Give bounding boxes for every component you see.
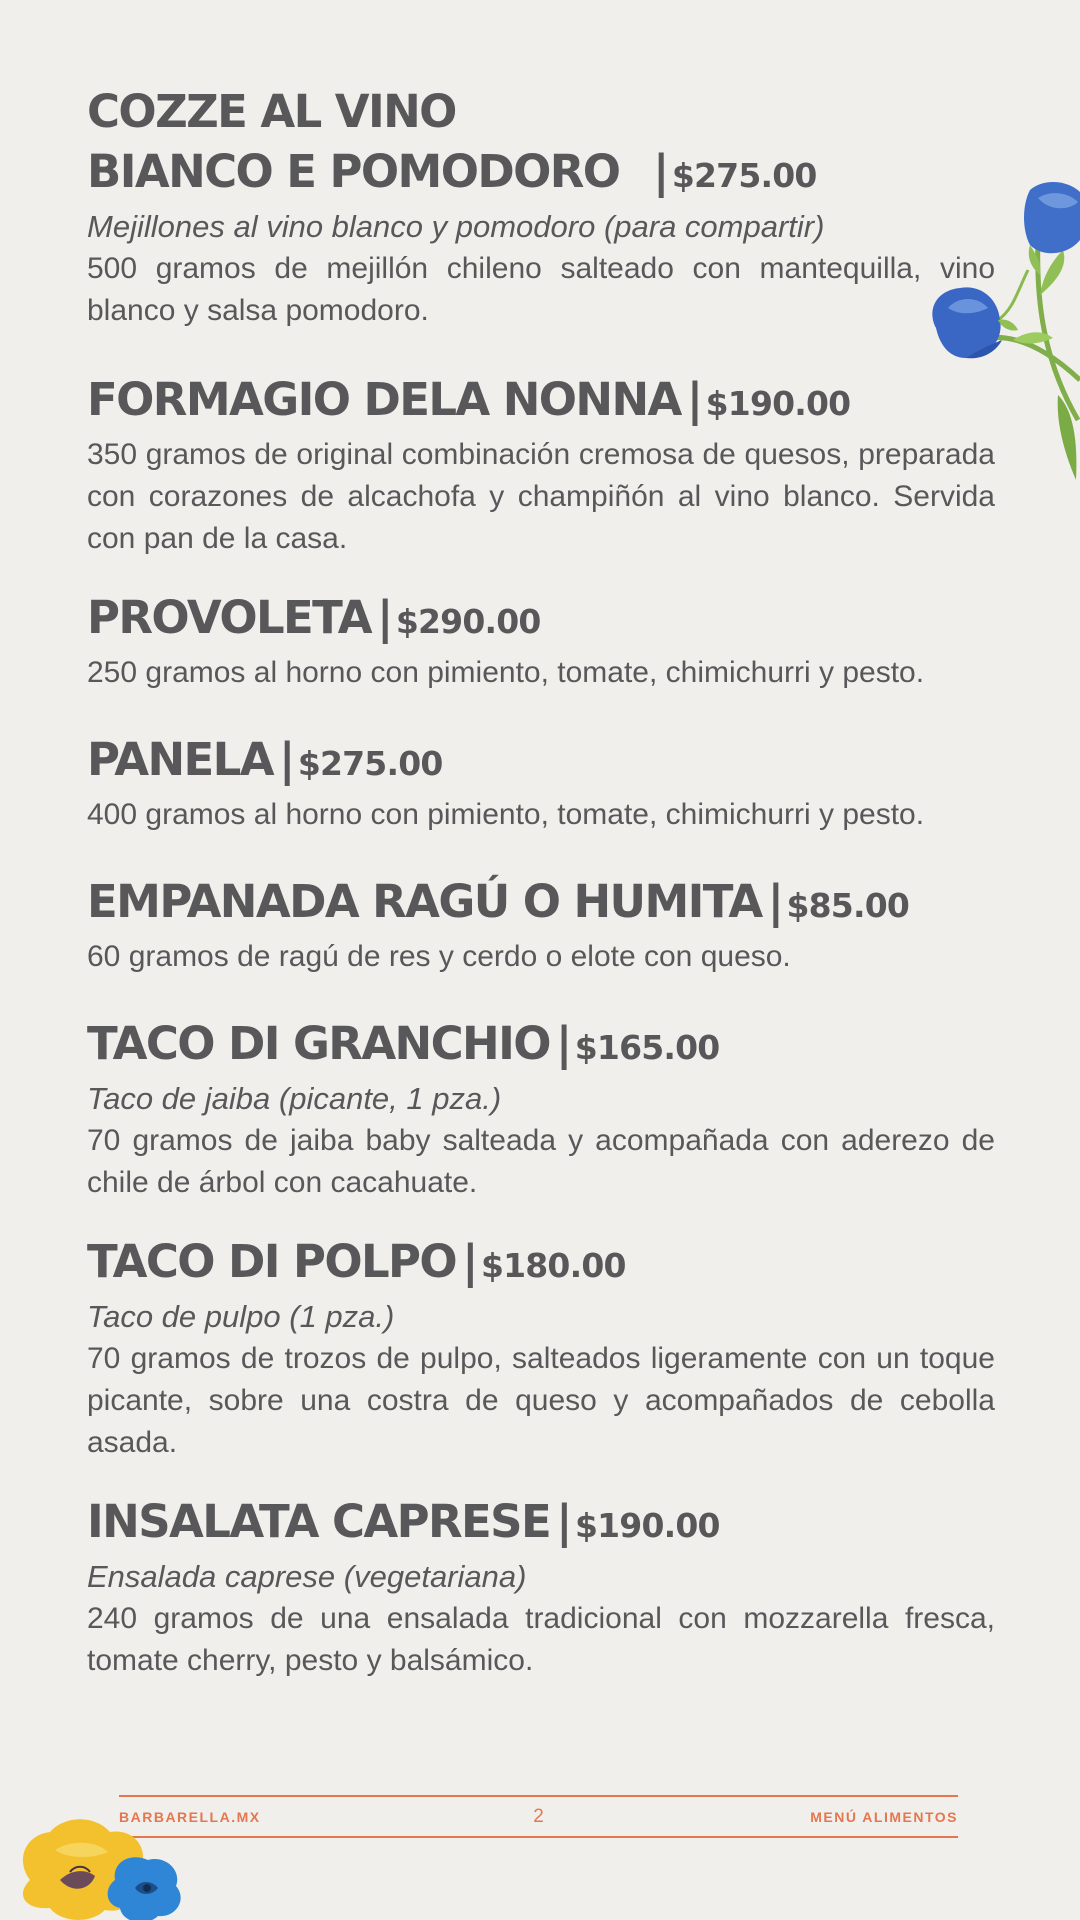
menu-item (87, 588, 995, 694)
item-title (87, 588, 995, 652)
separator: | (278, 733, 294, 786)
item-description: 250 gramos al horno con pimiento, tomate, chimichurri y pesto. (87, 656, 925, 689)
menu-item (87, 872, 995, 978)
item-price: $180.00 (480, 1246, 626, 1285)
menu-item (87, 82, 995, 332)
menu-item (87, 1492, 995, 1682)
page-footer (119, 1795, 958, 1838)
blue-flower-icon (918, 180, 1080, 490)
separator: | (462, 1235, 477, 1288)
item-name: TACO DI POLPO (87, 1235, 457, 1288)
yellow-flower-icon (0, 1810, 200, 1920)
menu-item (87, 370, 995, 560)
item-description: 500 gramos de mejillón chileno salteado con mantequilla, vino blanco y salsa pomodoro. (87, 252, 995, 327)
item-description: 60 gramos de ragú de res y cerdo o elote con queso. (87, 940, 791, 973)
item-price: $275.00 (671, 156, 817, 195)
item-subtitle: Ensalada caprese (vegetariana) (87, 1559, 527, 1594)
item-description: 240 gramos de una ensalada tradicional con mozzarella fresca, tomate cherry, pesto y balsámico. (87, 1602, 995, 1677)
item-title (87, 82, 995, 206)
separator: | (767, 875, 783, 928)
item-name: COZZE AL VINO BIANCO E POMODORO (87, 85, 620, 198)
separator: | (555, 1017, 571, 1070)
footer-site-link[interactable]: BARBARELLA.MX (119, 1808, 261, 1825)
item-price: $190.00 (705, 384, 851, 423)
item-name: INSALATA CAPRESE (87, 1495, 551, 1548)
menu-list (87, 82, 995, 1710)
separator: | (377, 591, 392, 644)
item-name: FORMAGIO DELA NONNA (87, 373, 681, 426)
separator: | (556, 1495, 571, 1548)
item-name: EMPANADA RAGÚ O HUMITA (87, 875, 762, 928)
page-number: 2 (533, 1805, 544, 1827)
item-description: 70 gramos de trozos de pulpo, salteados ligeramente con un toque picante, sobre una costra de queso y acompañados de cebolla asada. (87, 1342, 995, 1459)
item-title (87, 1232, 995, 1296)
item-price: $290.00 (395, 602, 541, 641)
menu-item (87, 1232, 995, 1464)
menu-item (87, 1014, 995, 1204)
item-description: 400 gramos al horno con pimiento, tomate, chimichurri y pesto. (87, 798, 925, 831)
item-price: $275.00 (297, 744, 443, 783)
item-name: TACO DI GRANCHIO (87, 1017, 550, 1070)
item-name: PROVOLETA (87, 591, 372, 644)
separator: | (686, 373, 702, 426)
item-title (87, 1492, 995, 1556)
item-title (87, 370, 995, 434)
item-subtitle: Mejillones al vino blanco y pomodoro (para compartir) (87, 209, 825, 244)
item-description: 70 gramos de jaiba baby salteada y acompañada con aderezo de chile de árbol con cacahuate. (87, 1124, 995, 1199)
item-price: $85.00 (786, 886, 910, 925)
item-title (87, 1014, 995, 1078)
item-title (87, 730, 995, 794)
item-title (87, 872, 995, 936)
item-description: 350 gramos de original combinación cremosa de quesos, preparada con corazones de alcachofa y champiñón al vino blanco. Servida con pan de la casa. (87, 438, 995, 555)
item-name: PANELA (87, 733, 273, 786)
separator: | (653, 145, 668, 198)
item-price: $165.00 (574, 1028, 720, 1067)
menu-item (87, 730, 995, 836)
item-subtitle: Taco de jaiba (picante, 1 pza.) (87, 1081, 502, 1116)
footer-section-label: MENÚ ALIMENTOS (810, 1808, 958, 1825)
item-subtitle: Taco de pulpo (1 pza.) (87, 1299, 395, 1334)
item-price: $190.00 (574, 1506, 720, 1545)
